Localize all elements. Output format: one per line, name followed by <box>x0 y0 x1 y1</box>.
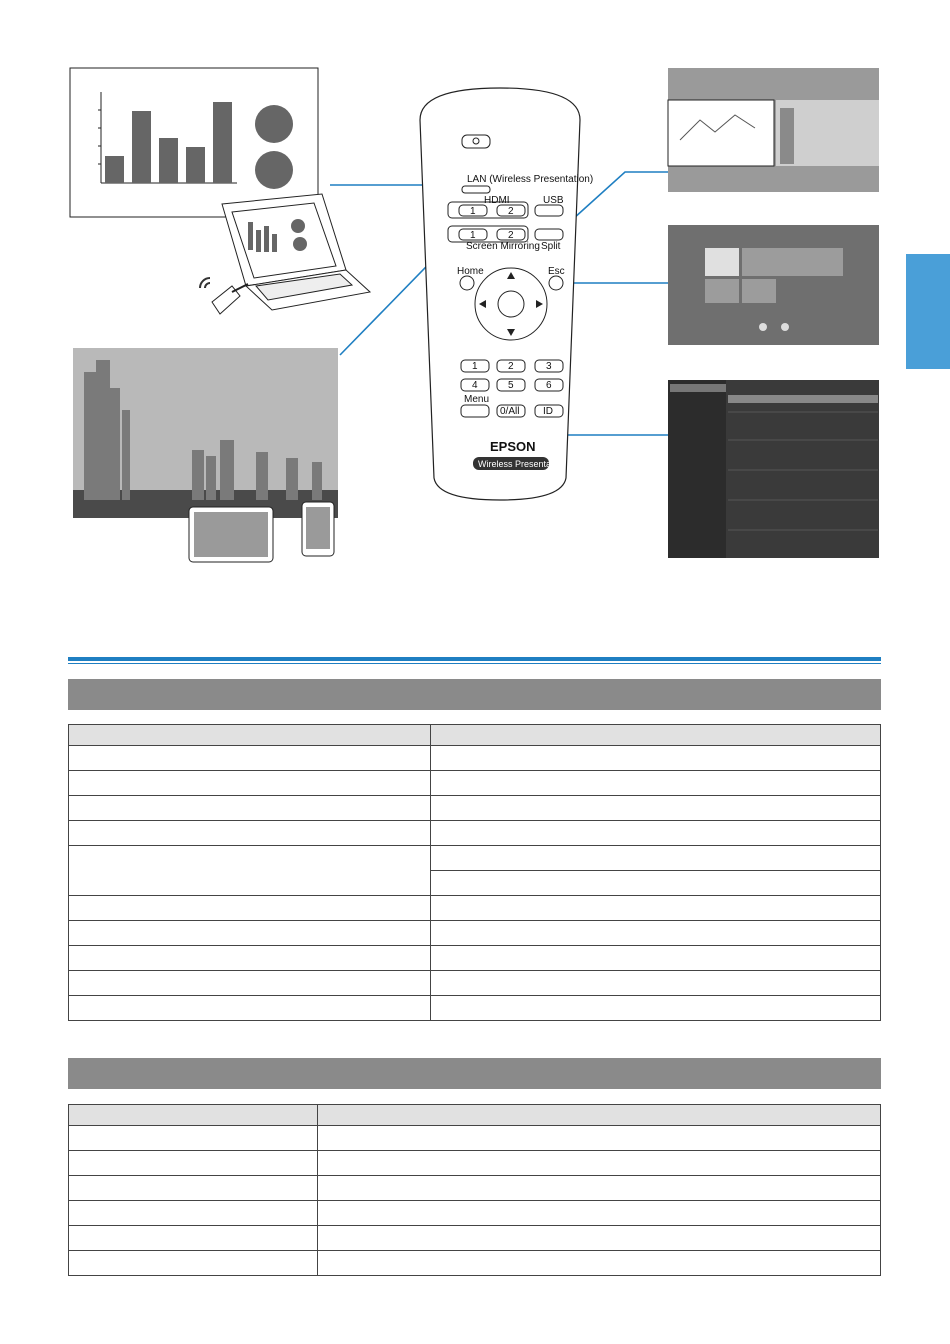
num-2-button[interactable]: 2 <box>508 361 514 372</box>
projected-screen <box>70 68 318 217</box>
laptop-illustration <box>222 194 370 310</box>
hdmi-2-button[interactable]: 2 <box>508 206 514 217</box>
table1-header-col2 <box>431 725 881 746</box>
remote-illustration <box>0 0 950 640</box>
mirroring-2-button[interactable]: 2 <box>508 230 514 241</box>
table-row <box>69 946 881 971</box>
table-row <box>69 996 881 1021</box>
table-row <box>69 971 881 996</box>
spec-table-1 <box>68 724 881 1021</box>
num-6-button[interactable]: 6 <box>546 380 552 391</box>
num-5-button[interactable]: 5 <box>508 380 514 391</box>
lan-label: LAN (Wireless Presentation) <box>467 174 594 185</box>
mirroring-1-button[interactable]: 1 <box>470 230 476 241</box>
spec-table-2 <box>68 1104 881 1276</box>
table-row <box>69 771 881 796</box>
city-screen <box>73 348 338 562</box>
table2-header-col2 <box>318 1105 881 1126</box>
table-row <box>69 746 881 771</box>
table-row <box>69 921 881 946</box>
num-3-button[interactable]: 3 <box>546 361 552 372</box>
table-row <box>69 896 881 921</box>
table1-header-col1 <box>69 725 431 746</box>
table2-header-col1 <box>69 1105 318 1126</box>
table-row <box>69 1251 881 1276</box>
screen-mirroring-label: Screen Mirroring <box>466 241 540 252</box>
wireless-presentation-label: Wireless Presentation <box>478 459 566 469</box>
table1-heading-band <box>68 679 881 710</box>
home-label: Home <box>457 266 484 277</box>
menu-screen-thumbnail <box>668 380 879 558</box>
table-row <box>69 846 881 871</box>
epson-logo: EPSON <box>490 439 536 454</box>
home-screen-thumbnail <box>668 225 879 345</box>
all-button[interactable]: 0/All <box>500 406 520 417</box>
split-screen-thumbnail <box>668 68 879 192</box>
hdmi-1-button[interactable]: 1 <box>470 206 476 217</box>
usb-label: USB <box>543 195 564 206</box>
table-row <box>69 1201 881 1226</box>
num-1-button[interactable]: 1 <box>472 361 478 372</box>
table-row <box>69 1176 881 1201</box>
split-label: Split <box>541 241 561 252</box>
hdmi-label: HDMI <box>484 195 510 206</box>
num-4-button[interactable]: 4 <box>472 380 478 391</box>
id-button[interactable]: ID <box>543 406 553 417</box>
wireless-dongle-icon <box>200 278 248 314</box>
section-rule-thin <box>68 663 881 664</box>
table-row <box>69 1226 881 1251</box>
table2-heading-band <box>68 1058 881 1089</box>
table-row <box>69 1126 881 1151</box>
table-row <box>69 796 881 821</box>
table-row <box>69 821 881 846</box>
section-rule <box>68 657 881 661</box>
esc-label: Esc <box>548 266 565 277</box>
table-row <box>69 1151 881 1176</box>
menu-label: Menu <box>464 394 490 405</box>
